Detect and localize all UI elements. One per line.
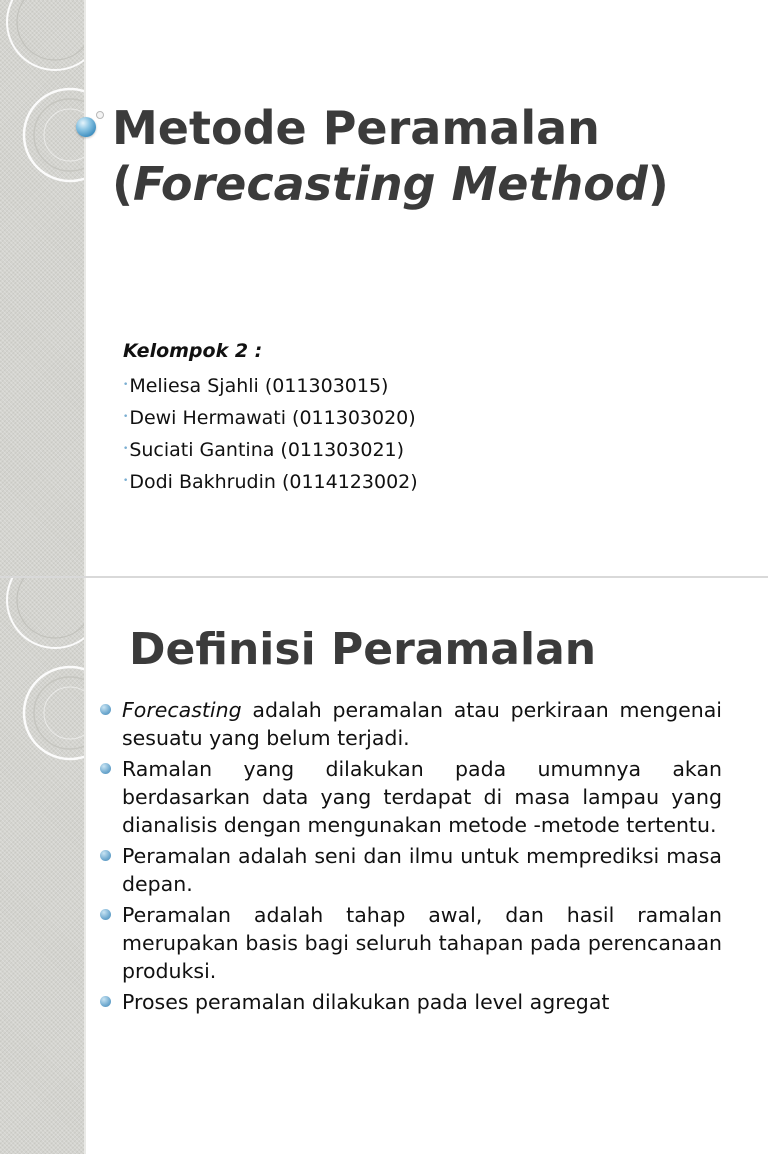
definition-item: [100, 988, 722, 1016]
member-name: Dewi Hermawati (011303020): [129, 407, 416, 429]
decorative-side-band: [0, 578, 84, 1154]
definition-item: [100, 901, 722, 985]
group-label: Kelompok 2 :: [123, 340, 263, 362]
member-item: [123, 402, 418, 434]
bullet-dot-icon: [100, 850, 111, 861]
side-band-edge: [84, 578, 86, 1154]
definition-text: Peramalan adalah tahap awal, dan hasil ramalan merupakan basis bagi seluruh tahapan pada perencanaan produksi.: [122, 903, 722, 983]
definition-item: [100, 755, 722, 839]
slide-title-text: [112, 100, 669, 212]
title-paren-close: ): [647, 157, 669, 211]
title-italic: Forecasting Method: [133, 157, 648, 211]
member-name: Dodi Bakhrudin (0114123002): [129, 471, 418, 493]
bullet-dot-icon: [100, 909, 111, 920]
definition-text: Ramalan yang dilakukan pada umumnya akan berdasarkan data yang terdapat di masa lampau yang dianalisis dengan mengunakan metode -metode tertentu.: [122, 757, 722, 837]
member-list: [123, 370, 418, 498]
bullet-dot-icon: •: [123, 444, 129, 454]
definition-text: adalah peramalan atau perkiraan mengenai sesuatu yang belum terjadi.: [122, 698, 722, 750]
member-item: [123, 370, 418, 402]
decorative-side-band: [0, 0, 84, 576]
definition-text: Proses peramalan dilakukan pada level agregat: [122, 990, 610, 1014]
title-paren-open: (: [112, 157, 134, 211]
bullet-dot-icon: [100, 763, 111, 774]
member-item: [123, 466, 418, 498]
bullet-dot-icon: •: [123, 412, 129, 422]
definition-item: [100, 696, 722, 752]
member-name: Suciati Gantina (011303021): [129, 439, 405, 461]
small-ring-icon: [96, 111, 104, 119]
title-line-1: Metode Peramalan: [112, 101, 600, 155]
bullet-dot-icon: •: [123, 380, 129, 390]
member-item: [123, 434, 418, 466]
section-heading: Definisi Peramalan: [129, 624, 597, 675]
decorative-rings: [0, 578, 84, 1154]
definition-list: [100, 696, 722, 1019]
member-name: Meliesa Sjahli (011303015): [129, 375, 389, 397]
bullet-dot-icon: [100, 704, 111, 715]
bullet-dot-icon: •: [123, 476, 129, 486]
bullet-dot-icon: [100, 996, 111, 1007]
glass-orb-icon: [76, 117, 96, 137]
side-band-edge: [84, 0, 86, 576]
slide-definition: [0, 578, 768, 1154]
italic-term: Forecasting: [122, 698, 242, 722]
slide-title: [0, 0, 768, 576]
definition-text: Peramalan adalah seni dan ilmu untuk memprediksi masa depan.: [122, 844, 722, 896]
decorative-rings: [0, 0, 84, 576]
definition-item: [100, 842, 722, 898]
